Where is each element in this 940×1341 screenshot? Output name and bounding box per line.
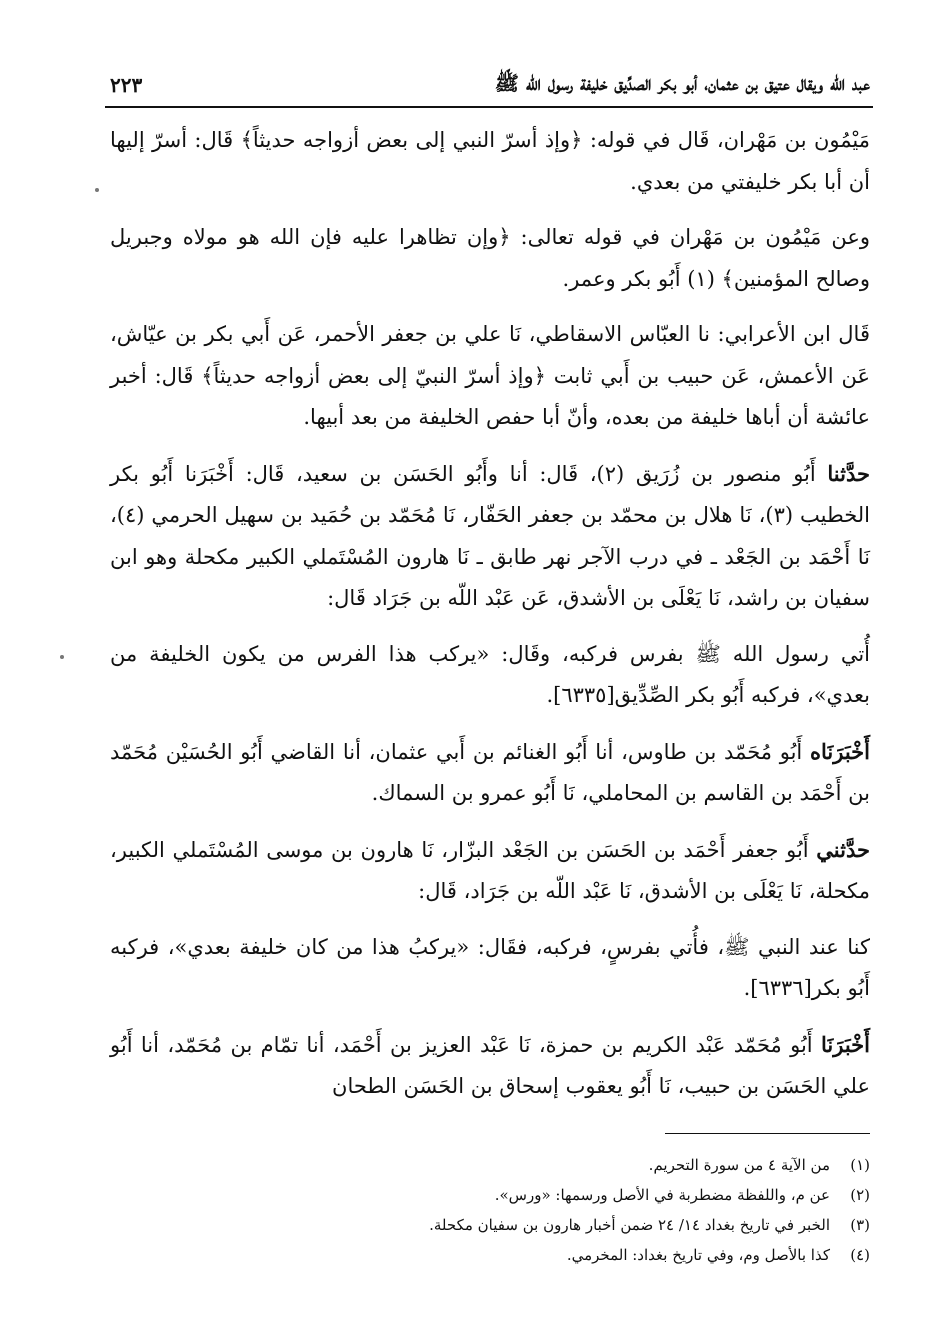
footnote <box>110 1210 870 1240</box>
footnote <box>110 1180 870 1210</box>
footnote-number: (٢) <box>850 1186 870 1204</box>
paragraph-text: أَبُو منصور بن زُرَيق (٢)، قَال: أنا وأَبُو الحَسَن بن سعيد، قَال: أَخْبَرَنا أَبُو بكر الخطيب (٣)، نَا هلال بن محمّد بن جعفر الحَفّار، نَا مُحَمّد بن حُمَيد بن سهيل الحرمي (٤)، نَا أَحْمَد بن الجَعْد ـ في درب الآجر نهر طابق ـ نَا هارون المُسْتَملي الكبير مكحلة وهو ابن سفيان بن راشد، نَا يَعْلَى بن الأشدق، عَن عَبْد اللّه بن جَرَاد قَال: <box>110 461 870 610</box>
paragraph-text: أَبُو مُحَمّد عَبْد الكريم بن حمزة، نَا عَبْد العزيز بن أَحْمَد، أنا تمّام بن مُحَمّد، أنا أَبُو علي الحَسَن بن حبيب، نَا أَبُو يعقوب إسحاق بن الحَسَن الطحان <box>110 1032 870 1098</box>
paragraph-text: أَبُو مُحَمّد بن طاوس، أنا أَبُو الغنائم بن أَبي عثمان، أنا القاضي أَبُو الحُسَيْن مُحَمّد بن أَحْمَد بن القاسم بن المحاملي، نَا أَبُو عمرو بن السماك. <box>110 739 870 805</box>
paragraph: قَال ابن الأعرابي: نا العبّاس الاسقاطي، نَا علي بن جعفر الأحمر، عَن أَبي بكر بن عيّاش، عَن الأعمش، عَن حبيب بن أَبي ثابت ﴿وإذ أسرّ النبيّ إلى بعض أزواجه حديثاً﴾ قَال: أخبر عائشة أن أباها خليفة من بعده، وأنّ أبا حفص الخليفة من بعد أبيها. <box>110 322 870 429</box>
footnote-text: من الآية ٤ من سورة التحريم. <box>648 1156 830 1174</box>
main-text <box>110 120 870 1122</box>
header-title: عبد الله ويقال عتيق بن عثمان، أبو بكر الصدِّيق خليفة رسول الله ﷺ <box>494 70 870 95</box>
footnote <box>110 1150 870 1180</box>
paragraph <box>110 829 870 913</box>
page-number: ٢٢٣ <box>110 73 143 97</box>
footnote-text: الخبر في تاريخ بغداد ١٤/ ٢٤ ضمن أخبار هارون بن سفيان مكحلة. <box>429 1216 830 1234</box>
footnote-divider <box>665 1133 870 1134</box>
paragraph <box>110 731 870 815</box>
paragraph-lead: حدَّثنا <box>827 460 870 486</box>
footnote-text: عن م، واللفظة مضطربة في الأصل ورسمها: «ورس». <box>494 1186 830 1204</box>
header-divider <box>105 106 873 108</box>
footnote-number: (١) <box>850 1156 870 1174</box>
paragraph: أُتي رسول الله ﷺ بفرس فركبه، وقَال: «يركب هذا الفرس من يكون الخليفة من بعدي»، فركبه أَبُو بكر الصِّدِّيق[٦٣٣٥]. <box>110 641 870 707</box>
paragraph-lead: أَخْبَرَنَاه <box>810 738 870 764</box>
paragraph <box>110 1024 870 1108</box>
paragraph-lead: أَخْبَرَنَا <box>821 1031 870 1057</box>
running-header <box>110 66 870 104</box>
paragraph: كنا عند النبي ﷺ، فأُتي بفرسٍ، فركبه، فقَال: «يركبُ هذا من كان خليفة بعدي»، فركبه أَبُو بكر[٦٣٣٦]. <box>110 934 870 1000</box>
paragraph-text: أَبُو جعفر أَحْمَد بن الحَسَن بن الجَعْد البزّار، نَا هارون بن موسى المُسْتَملي الكبير، مكحلة، نَا يَعْلَى بن الأشدق، نَا عَبْد اللّه بن جَرَاد، قَال: <box>110 837 870 903</box>
scan-speck <box>60 655 64 659</box>
footnote-number: (٤) <box>850 1246 870 1264</box>
paragraph: مَيْمُون بن مَهْران، قَال في قوله: ﴿وإذ أسرّ النبي إلى بعض أزواجه حديثاً﴾ قَال: أسرّ إليها أن أبا بكر خليفتي من بعدي. <box>110 128 870 194</box>
paragraph <box>110 453 870 620</box>
footnote-text: كذا بالأصل وم، وفي تاريخ بغداد: المخرمي. <box>566 1246 830 1264</box>
footnote-number: (٣) <box>850 1216 870 1234</box>
footnotes <box>110 1150 870 1270</box>
scan-speck <box>95 188 99 192</box>
footnote <box>110 1240 870 1270</box>
paragraph: وعن مَيْمُون بن مَهْران في قوله تعالى: ﴿وإن تظاهرا عليه فإن الله هو مولاه وجبريل وصالح المؤمنين﴾ (١) أَبُو بكر وعمر. <box>110 225 870 291</box>
paragraph-lead: حدَّثني <box>816 836 870 862</box>
